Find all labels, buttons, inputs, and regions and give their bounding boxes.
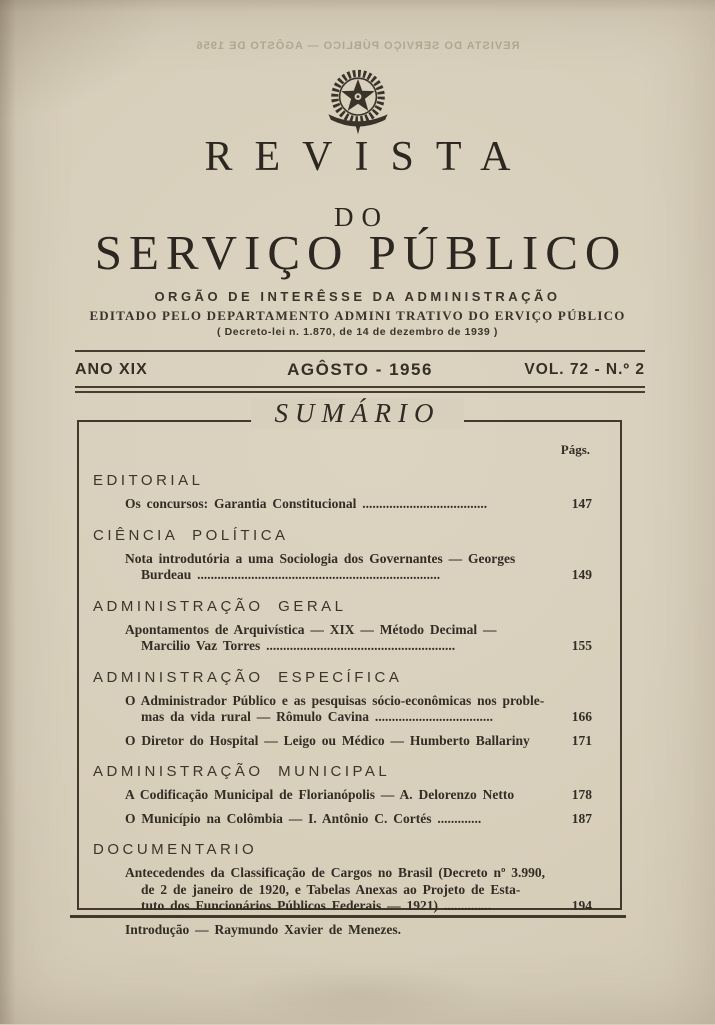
section-heading: DOCUMENTARIO	[93, 841, 258, 858]
toc-entry-line: tuto dos Funcionários Públicos Federais — 1921) ..............	[141, 898, 492, 913]
scan-edge-left	[0, 0, 16, 1024]
issue-year-label: ANO XIX	[75, 361, 148, 378]
toc-entry-text	[125, 922, 550, 939]
toc-item	[79, 622, 620, 655]
toc-item	[79, 922, 620, 939]
toc-item	[79, 733, 620, 750]
toc-entry-line: Os concursos: Garantia Constitucional .....................................	[125, 496, 488, 511]
toc-item	[79, 865, 620, 915]
section-heading: ADMINISTRAÇÃO ESPECÍFICA	[93, 668, 403, 686]
toc-section	[79, 472, 620, 513]
toc-entry-line: Marcilio Vaz Torres ........................................................	[141, 638, 456, 653]
toc-entry-line: de 2 de janeiro de 1920, e Tabelas Anexas ao Projeto de Esta-	[141, 881, 521, 897]
toc-entry-line: Antecedendes da Classificação de Cargos no Brasil (Decreto nº 3.990,	[125, 865, 546, 880]
section-items	[79, 787, 620, 827]
toc-entry-text	[125, 622, 550, 655]
toc-sections	[79, 472, 620, 938]
journal-title-line1: REVISTA	[204, 134, 533, 180]
issue-bar	[75, 357, 645, 383]
issue-volume-label: VOL. 72 - N.º 2	[524, 361, 646, 378]
section-heading: CIÊNCIA POLÍTICA	[93, 526, 289, 544]
toc-entry-text	[125, 693, 550, 726]
section-heading: EDITORIAL	[93, 472, 204, 489]
bleedthrough-text: REVISTA DO SERVIÇO PÚBLICO — AGÔSTO DE 1956	[195, 40, 520, 52]
toc-entry-text	[125, 865, 550, 915]
toc-item	[79, 693, 620, 726]
toc-entry-line: O Município na Colômbia — I. Antônio C. Cortés .............	[125, 810, 482, 826]
journal-title-line2: DO	[334, 202, 389, 232]
section-heading: ADMINISTRAÇÃO GERAL	[93, 597, 347, 615]
decree-line: ( Decreto-lei n. 1.870, de 14 de dezembro de 1939 )	[217, 326, 498, 338]
box-outer-bottom-rule	[70, 915, 626, 918]
issue-month-label: AGÔSTO - 1956	[287, 360, 433, 379]
toc-page-number: 171	[571, 732, 592, 748]
section-items	[79, 622, 620, 655]
toc-page-number: 155	[571, 638, 592, 653]
journal-tagline: ORGÃO DE INTERÊSSE DA ADMINISTRAÇÃO	[154, 289, 561, 304]
section-heading: ADMINISTRAÇÃO MUNICIPAL	[93, 763, 391, 780]
toc-item	[79, 787, 620, 804]
scan-smudge	[230, 965, 490, 1025]
toc-section	[79, 669, 620, 750]
toc-page-number: 194	[571, 898, 592, 913]
pages-column-label: Págs.	[560, 442, 590, 457]
toc-page-number: 178	[571, 787, 592, 802]
toc-entry-line: Burdeau ........................................................................	[141, 567, 441, 582]
toc-item	[79, 551, 620, 584]
rule-below-issue-bar-2	[75, 391, 645, 393]
toc-section	[79, 598, 620, 655]
section-items	[79, 496, 620, 513]
section-items	[79, 693, 620, 750]
toc-entry-text	[125, 551, 550, 584]
journal-title-line3: SERVIÇO PÚBLICO	[94, 225, 628, 280]
rule-below-issue-bar-1	[75, 386, 645, 388]
toc-section	[79, 763, 620, 827]
toc-page-number: 166	[571, 709, 592, 724]
toc-entry-line: O Administrador Público e as pesquisas sócio-econômicas nos proble-	[125, 692, 545, 708]
toc-item	[79, 496, 620, 513]
toc-entry-line: Apontamentos de Arquivística — XIX — Método Decimal —	[125, 621, 497, 637]
toc-entry-text	[125, 811, 550, 828]
toc-entry-line: O Diretor do Hospital — Leigo ou Médico — Humberto Ballariny	[125, 732, 530, 748]
scan-corner-shadow	[0, 0, 170, 120]
toc-entry-line: Introdução — Raymundo Xavier de Menezes.	[125, 921, 401, 937]
toc-entry-text	[125, 496, 550, 513]
toc-page-number: 149	[571, 567, 592, 582]
summary-title: SUMÁRIO	[251, 398, 465, 429]
toc-entry-text	[125, 787, 550, 804]
toc-entry-line: A Codificação Municipal de Florianópolis — A. Delorenzo Netto	[125, 787, 515, 802]
toc-section	[79, 841, 620, 938]
section-items	[79, 865, 620, 938]
toc-entry-text	[125, 733, 550, 750]
toc-section	[79, 527, 620, 584]
rule-above-issue-bar	[75, 350, 645, 352]
toc-page-number: 187	[571, 810, 592, 826]
publisher-line: EDITADO PELO DEPARTAMENTO ADMINI TRATIVO DO ERVIÇO PÚBLICO	[89, 308, 626, 323]
toc-item	[79, 811, 620, 828]
toc-entry-line: Nota introdutória a uma Sociologia dos Governantes — Georges	[125, 550, 516, 566]
table-of-contents-box	[77, 420, 622, 937]
section-items	[79, 551, 620, 584]
toc-entry-line: mas da vida rural — Rômulo Cavina ...................................	[141, 709, 494, 724]
toc-page-number: 147	[571, 496, 592, 511]
